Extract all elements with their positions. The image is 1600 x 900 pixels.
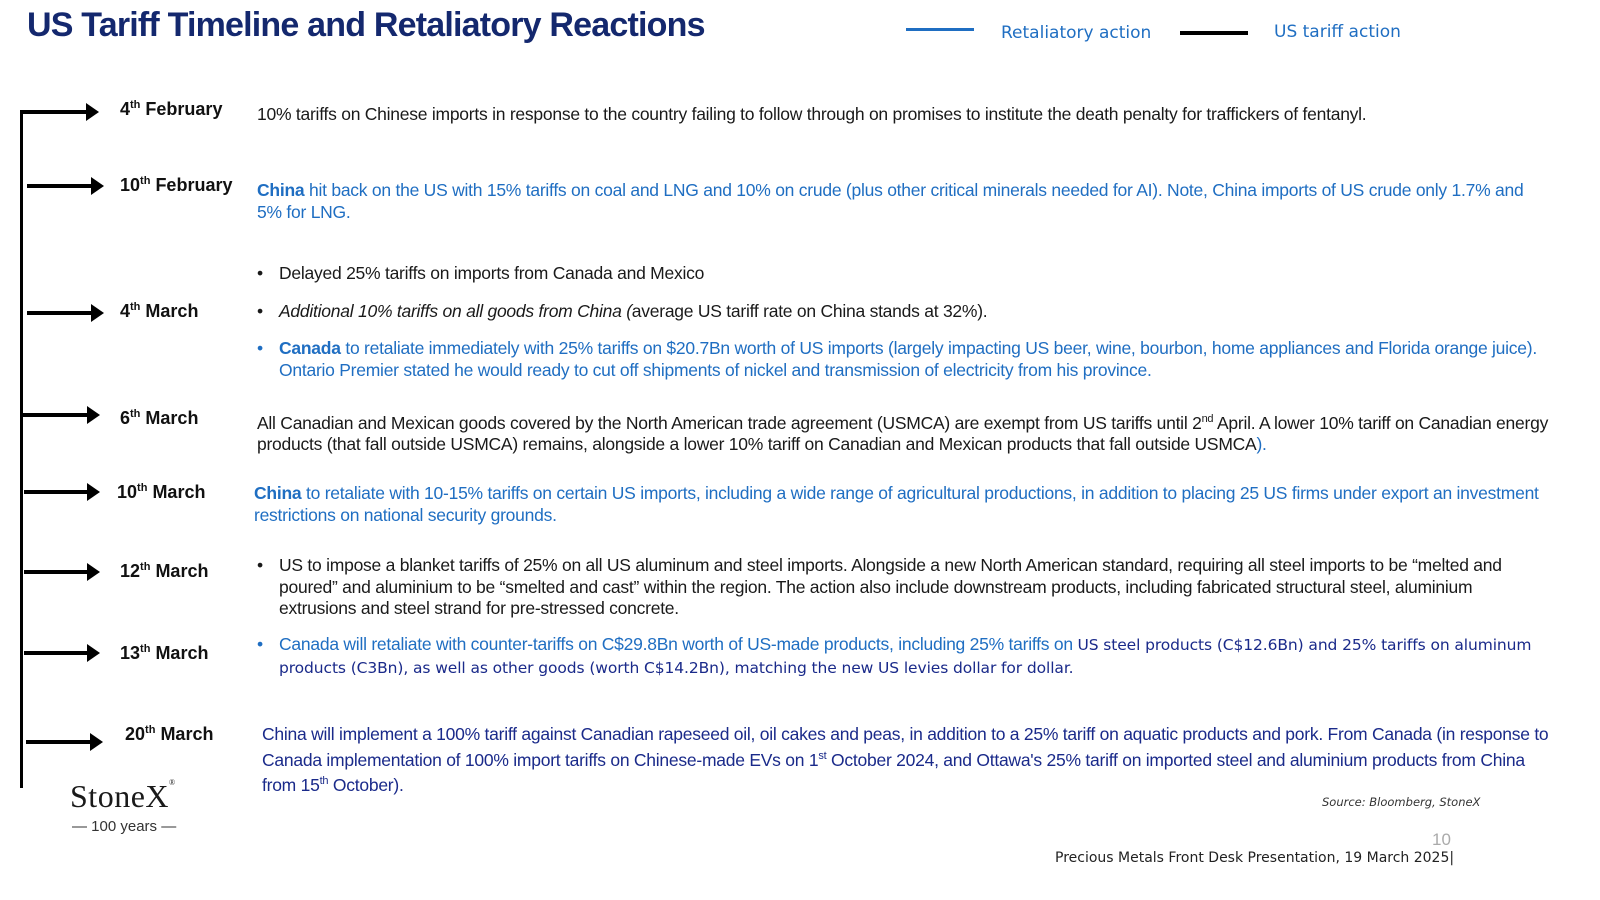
date-label: 4th February — [120, 99, 223, 119]
legend-retaliatory-line — [906, 28, 974, 31]
timeline-arrow — [27, 311, 94, 315]
logo-tagline: — 100 years — — [72, 818, 177, 835]
page-title: US Tariff Timeline and Retaliatory Reactions — [27, 6, 705, 44]
event-mar4-bullet1: Delayed 25% tariffs on imports from Canada and Mexico — [279, 263, 705, 283]
legend-us-line — [1180, 31, 1248, 35]
date-label: 10th February — [120, 175, 233, 195]
country-lead: Canada — [279, 338, 341, 358]
date-label: 13th March — [120, 643, 209, 663]
timeline-arrow — [27, 184, 94, 188]
date-label: 12th March — [120, 561, 209, 581]
event-mar12-text: US to impose a blanket tariffs of 25% on all US aluminum and steel imports. Alongside a new North American standard, requiring all steel imports to be “melted and poured” and aluminium to be “smelted and cast” within the region. The action also include downstream products, including fabricated structural steel, aluminium extrusions and steel strand for pre-stressed concrete. — [279, 555, 1502, 618]
page-number: 10 — [1432, 830, 1451, 849]
timeline-arrow — [20, 110, 89, 114]
event-mar4-bullet2: Additional 10% tariffs on all goods from China (average US tariff rate on China stands at 32%). — [279, 301, 988, 321]
country-lead: China — [254, 483, 302, 503]
legend-us-label: US tariff action — [1274, 22, 1401, 42]
source-note: Source: Bloomberg, StoneX — [1322, 795, 1481, 809]
event-mar20-text: China will implement a 100% tariff against Canadian rapeseed oil, oil cakes and peas, in addition to a 25% tariff on aquatic products and pork. From Canada (in response to Canada implementation of 100% import tariffs on Chinese-made EVs on 1st October 2024, and Ottawa's 25% tariff on imported steel and aluminium products from China from 15th October). — [262, 724, 1549, 795]
timeline-arrow — [24, 651, 90, 655]
event-mar13-text: Canada will retaliate with counter-tariffs on C$29.8Bn worth of US-made products, including 25% tariffs on US steel products (C$12.6Bn) and 25% tariffs on aluminum products (C3Bn), as well as other goods (worth C$14.2Bn), matching the new US levies dollar for dollar. — [279, 634, 1532, 677]
bullet: • — [257, 301, 264, 321]
date-label: 20th March — [125, 724, 214, 744]
date-label: 6th March — [120, 408, 199, 428]
bullet: • — [257, 555, 264, 575]
date-label: 4th March — [120, 301, 199, 321]
event-mar4-bullet3: Canada to retaliate immediately with 25% tariffs on $20.7Bn worth of US imports (largely impacting US beer, wine, bourbon, home appliances and Florida orange juice). Ontario Premier stated he would ready to cut off shipments of nickel and transmission of electricity from his province. — [279, 338, 1537, 380]
footer-text: Precious Metals Front Desk Presentation, 19 March 2025| — [1055, 850, 1455, 866]
bullet: • — [257, 634, 264, 654]
bullet: • — [257, 338, 264, 358]
date-label: 10th March — [117, 482, 206, 502]
event-feb4-text: 10% tariffs on Chinese imports in response to the country failing to follow through on promises to institute the death penalty for traffickers of fentanyl. — [257, 104, 1367, 124]
country-lead: China — [257, 180, 305, 200]
timeline-arrow — [26, 740, 93, 744]
timeline-arrow — [24, 490, 90, 494]
timeline-axis — [20, 111, 23, 788]
legend-retaliatory-label: Retaliatory action — [1001, 23, 1152, 43]
event-feb10-text: China hit back on the US with 15% tariffs on coal and LNG and 10% on crude (plus other critical minerals needed for AI). Note, China imports of US crude only 1.7% and 5% for LNG. — [257, 180, 1524, 222]
event-mar6-text: All Canadian and Mexican goods covered by the North American trade agreement (USMCA) are exempt from US tariffs until 2nd April. A lower 10% tariff on Canadian energy products (that fall outside USMCA) remains, alongside a lower 10% tariff on Canadian and Mexican products that fall outside USMCA). — [257, 412, 1549, 455]
timeline-arrow — [22, 413, 90, 417]
stonex-logo: StoneX® — [70, 778, 176, 814]
event-mar10-text: China to retaliate with 10-15% tariffs on certain US imports, including a wide range of agricultural productions, in addition to placing 25 US firms under export an investment restrictions on national security grounds. — [254, 483, 1539, 525]
bullet: • — [257, 263, 264, 283]
timeline-arrow — [24, 570, 90, 574]
